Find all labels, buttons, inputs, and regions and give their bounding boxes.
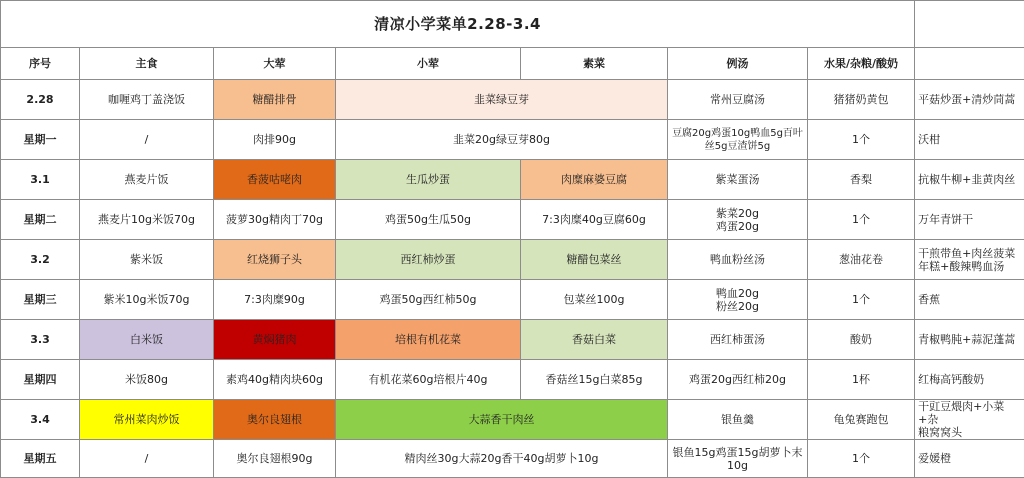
- extra-cell: 香蕉: [915, 280, 1024, 320]
- soup-cell: 银鱼羹: [668, 400, 808, 440]
- small-meat-vegetable-cell: 韭菜20g绿豆芽80g: [336, 120, 668, 160]
- extra-line: 年糕+酸辣鸭血汤: [918, 260, 1023, 273]
- soup-cell: 豆腐20g鸡蛋10g鸭血5g百叶丝5g豆渣饼5g: [668, 120, 808, 160]
- table-row: [1, 400, 1024, 440]
- soup-line: 鸡蛋20g: [670, 220, 805, 233]
- staple-cell: 燕麦片饭: [80, 160, 214, 200]
- small-meat-cell: 西红柿炒蛋: [336, 240, 521, 280]
- staple-cell: 燕麦片10g米饭70g: [80, 200, 214, 240]
- big-meat-cell: 香菠咕咾肉: [214, 160, 336, 200]
- row-index: 星期五: [1, 440, 80, 478]
- table-row: [1, 280, 1024, 320]
- small-meat-cell: 培根有机花菜: [336, 320, 521, 360]
- extra-cell: 爱媛橙: [915, 440, 1024, 478]
- extra-line: 干豇豆煨肉+小菜+杂: [918, 400, 1023, 426]
- fruit-cell: 龟兔赛跑包: [808, 400, 915, 440]
- soup-line: 粉丝20g: [670, 300, 805, 313]
- soup-line: 鸭血20g: [670, 287, 805, 300]
- staple-cell: /: [80, 120, 214, 160]
- small-meat-cell: 生瓜炒蛋: [336, 160, 521, 200]
- soup-cell: [668, 280, 808, 320]
- row-index: 3.3: [1, 320, 80, 360]
- vegetable-cell: 糖醋包菜丝: [521, 240, 668, 280]
- small-meat-vegetable-cell: 精肉丝30g大蒜20g香干40g胡萝卜10g: [336, 440, 668, 478]
- soup-cell: 鸭血粉丝汤: [668, 240, 808, 280]
- extra-cell: 万年青饼干: [915, 200, 1024, 240]
- vegetable-cell: 7:3肉糜40g豆腐60g: [521, 200, 668, 240]
- small-meat-cell: 有机花菜60g培根片40g: [336, 360, 521, 400]
- table-row: [1, 120, 1024, 160]
- fruit-cell: 香梨: [808, 160, 915, 200]
- row-index: 3.1: [1, 160, 80, 200]
- extra-cell: 平菇炒蛋+清炒茼蒿: [915, 80, 1024, 120]
- table-row: [1, 440, 1024, 478]
- row-index: 星期四: [1, 360, 80, 400]
- soup-line: 10g: [670, 459, 805, 472]
- small-meat-vegetable-cell: 韭菜绿豆芽: [336, 80, 668, 120]
- table-row: [1, 320, 1024, 360]
- fruit-cell: 1杯: [808, 360, 915, 400]
- soup-cell: 紫菜蛋汤: [668, 160, 808, 200]
- header-vegetable: 素菜: [521, 48, 668, 80]
- big-meat-cell: 红烧狮子头: [214, 240, 336, 280]
- soup-cell: 西红柿蛋汤: [668, 320, 808, 360]
- vegetable-cell: 肉糜麻婆豆腐: [521, 160, 668, 200]
- row-index: 3.4: [1, 400, 80, 440]
- side-blank: [915, 1, 1024, 48]
- small-meat-vegetable-cell: 大蒜香干肉丝: [336, 400, 668, 440]
- extra-cell: 青椒鸭肫+蒜泥蓬蒿: [915, 320, 1024, 360]
- soup-cell: [668, 440, 808, 478]
- staple-cell: 白米饭: [80, 320, 214, 360]
- staple-cell: /: [80, 440, 214, 478]
- staple-cell: 紫米饭: [80, 240, 214, 280]
- row-index: 星期一: [1, 120, 80, 160]
- small-meat-cell: 鸡蛋50g生瓜50g: [336, 200, 521, 240]
- soup-cell: [668, 200, 808, 240]
- fruit-cell: 1个: [808, 200, 915, 240]
- big-meat-cell: 黄焖猪肉: [214, 320, 336, 360]
- table-row: [1, 160, 1024, 200]
- table-row: [1, 360, 1024, 400]
- fruit-cell: 酸奶: [808, 320, 915, 360]
- row-index: 3.2: [1, 240, 80, 280]
- table-row: [1, 200, 1024, 240]
- extra-cell: 红梅高钙酸奶: [915, 360, 1024, 400]
- row-index: 星期三: [1, 280, 80, 320]
- fruit-cell: 1个: [808, 120, 915, 160]
- big-meat-cell: 奥尔良翅根: [214, 400, 336, 440]
- header-extra: [915, 48, 1024, 80]
- vegetable-cell: 香菇丝15g白菜85g: [521, 360, 668, 400]
- small-meat-cell: 鸡蛋50g西红柿50g: [336, 280, 521, 320]
- vegetable-cell: 包菜丝100g: [521, 280, 668, 320]
- extra-line: 干煎带鱼+肉丝菠菜: [918, 247, 1023, 260]
- soup-cell: 常州豆腐汤: [668, 80, 808, 120]
- big-meat-cell: 菠萝30g精肉丁70g: [214, 200, 336, 240]
- staple-cell: 米饭80g: [80, 360, 214, 400]
- fruit-cell: 猪猪奶黄包: [808, 80, 915, 120]
- staple-cell: 常州菜肉炒饭: [80, 400, 214, 440]
- extra-cell: [915, 400, 1024, 440]
- row-index: 2.28: [1, 80, 80, 120]
- fruit-cell: 1个: [808, 440, 915, 478]
- row-index: 星期二: [1, 200, 80, 240]
- table-row: [1, 240, 1024, 280]
- fruit-cell: 葱油花卷: [808, 240, 915, 280]
- extra-cell: 沃柑: [915, 120, 1024, 160]
- staple-cell: 咖喱鸡丁盖浇饭: [80, 80, 214, 120]
- extra-cell: [915, 240, 1024, 280]
- big-meat-cell: 糖醋排骨: [214, 80, 336, 120]
- big-meat-cell: 肉排90g: [214, 120, 336, 160]
- staple-cell: 紫米10g米饭70g: [80, 280, 214, 320]
- fruit-cell: 1个: [808, 280, 915, 320]
- vegetable-cell: 香菇白菜: [521, 320, 668, 360]
- soup-line: 紫菜20g: [670, 207, 805, 220]
- header-soup: 例汤: [668, 48, 808, 80]
- soup-cell: 鸡蛋20g西红柿20g: [668, 360, 808, 400]
- header-big-meat: 大荤: [214, 48, 336, 80]
- header-small-meat: 小荤: [336, 48, 521, 80]
- table-row: [1, 80, 1024, 120]
- big-meat-cell: 奥尔良翅根90g: [214, 440, 336, 478]
- header-index: 序号: [1, 48, 80, 80]
- big-meat-cell: 素鸡40g精肉块60g: [214, 360, 336, 400]
- header-staple: 主食: [80, 48, 214, 80]
- extra-cell: 抗椒牛柳+韭黄肉丝: [915, 160, 1024, 200]
- soup-line: 银鱼15g鸡蛋15g胡萝卜末: [670, 446, 805, 459]
- extra-line: 粮窝窝头: [918, 426, 1023, 439]
- menu-title: 清凉小学菜单2.28-3.4: [1, 1, 915, 48]
- big-meat-cell: 7:3肉糜90g: [214, 280, 336, 320]
- header-fruit: 水果/杂粮/酸奶: [808, 48, 915, 80]
